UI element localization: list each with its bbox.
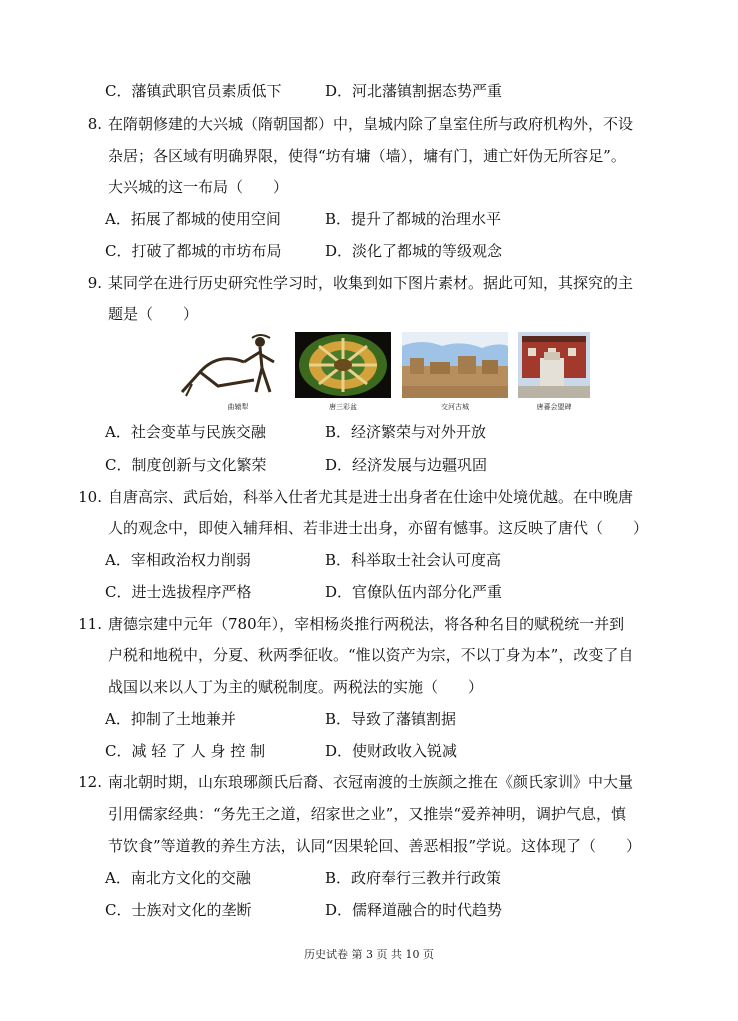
- q10-option-b: B．科举取士社会认可度高: [325, 551, 502, 569]
- caption-jiaohe-city: 交河古城: [441, 403, 469, 411]
- q9-option-a: A．社会变革与民族交融: [105, 423, 266, 441]
- q9-line-2: 题是（ ）: [108, 305, 199, 323]
- q9-option-c: C．制度创新与文化繁荣: [105, 456, 267, 474]
- q9-line-1: 某同学在进行历史研究性学习时，收集到如下图片素材。据此可知，其探究的主: [108, 274, 634, 292]
- q7-option-c: C．藩镇武职官员素质低下: [105, 82, 282, 100]
- q10-option-d: D．官僚队伍内部分化严重: [325, 583, 503, 601]
- q10-line-1: 自唐高宗、武后始，科举入仕者尤其是进士出身者在仕途中处境优越。在中晚唐: [108, 488, 634, 506]
- q12-option-a: A．南北方文化的交融: [105, 869, 251, 887]
- q12-number: 12.: [78, 773, 102, 791]
- q8-number: 8.: [87, 115, 102, 133]
- caption-sancai-bowl: 唐三彩盆: [329, 403, 357, 411]
- q11-option-b: B．导致了藩镇割据: [325, 710, 457, 728]
- caption-curved-plow: 曲辕犁: [227, 403, 249, 411]
- q8-line-2: 杂居；各区域有明确界限，使得“坊有墉（墙），墉有门，逋亡奸伪无所容足”。: [108, 147, 626, 165]
- page-footer: 历史试卷 第 3 页 共 10 页: [304, 948, 434, 961]
- q8-line-1: 在隋朝修建的大兴城（隋朝国都）中，皇城内除了皇室住所与政府机构外，不设: [108, 115, 634, 133]
- q11-line-2: 户税和地税中，分夏、秋两季征收。“惟以资产为宗，不以丁身为本”，改变了自: [108, 646, 634, 664]
- q9-number: 9.: [87, 274, 102, 292]
- q8-line-3: 大兴城的这一布局（ ）: [108, 178, 289, 196]
- q8-option-a: A．拓展了都城的使用空间: [105, 210, 281, 228]
- q9-option-d: D．经济发展与边疆巩固: [325, 456, 488, 474]
- q10-line-2: 人的观念中，即使入辅拜相、若非进士出身，亦留有憾事。这反映了唐代（ ）: [108, 519, 649, 537]
- q10-option-c: C．进士选拔程序严格: [105, 583, 252, 601]
- q9-option-b: B．经济繁荣与对外开放: [325, 423, 487, 441]
- q12-option-b: B．政府奉行三教并行政策: [325, 869, 502, 887]
- q12-line-1: 南北朝时期，山东琅琊颜氏后裔、衣冠南渡的士族颜之推在《颜氏家训》中大量: [108, 773, 634, 791]
- jiaohe-ancient-city-image: [402, 332, 508, 398]
- q12-option-d: D．儒释道融合的时代趋势: [325, 901, 503, 919]
- q10-option-a: A．宰相政治权力削弱: [105, 551, 251, 569]
- tang-tibet-stele-image: [518, 332, 590, 398]
- q11-option-c: C．减 轻 了 人 身 控 制: [105, 742, 266, 760]
- q11-option-a: A．抑制了土地兼并: [105, 710, 236, 728]
- curved-plow-image: [178, 332, 286, 398]
- q8-option-d: D．淡化了都城的等级观念: [325, 242, 503, 260]
- q12-line-2: 引用儒家经典：“务先王之道，绍家世之业”，又推崇“爱养神明，调护气息，慎: [108, 805, 627, 823]
- tang-sancai-bowl-image: [295, 332, 391, 398]
- q11-option-d: D．使财政收入锐减: [325, 742, 458, 760]
- q12-line-3: 节饮食”等道教的养生方法，认同“因果轮回、善恶相报”学说。这体现了（ ）: [108, 837, 642, 855]
- q8-option-b: B．提升了都城的治理水平: [325, 210, 502, 228]
- q8-option-c: C．打破了都城的市坊布局: [105, 242, 282, 260]
- q7-option-d: D．河北藩镇割据态势严重: [325, 82, 503, 100]
- q10-number: 10.: [78, 488, 102, 506]
- q11-line-3: 战国以来以人丁为主的赋税制度。两税法的实施（ ）: [108, 678, 484, 696]
- q11-line-1: 唐德宗建中元年（780年），宰相杨炎推行两税法，将各种名目的赋税统一并到: [108, 615, 625, 633]
- q12-option-c: C．士族对文化的垄断: [105, 901, 252, 919]
- caption-stele: 唐蕃会盟碑: [536, 403, 572, 411]
- q11-number: 11.: [78, 615, 102, 633]
